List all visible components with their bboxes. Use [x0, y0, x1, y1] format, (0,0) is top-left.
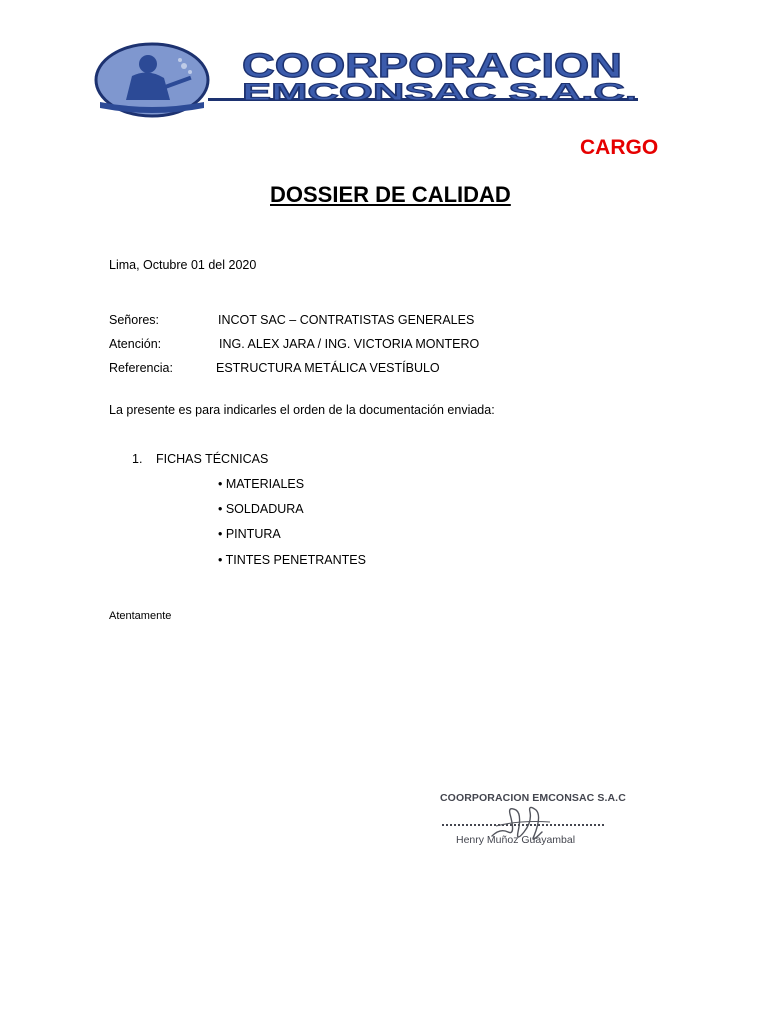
atencion-value: ING. ALEX JARA / ING. VICTORIA MONTERO — [219, 337, 480, 351]
senores-value: INCOT SAC – CONTRATISTAS GENERALES — [218, 313, 475, 327]
document-title: DOSSIER DE CALIDAD — [270, 182, 511, 207]
list-item: • SOLDADURA — [218, 502, 304, 516]
logo-line1: COORPORACION — [242, 47, 622, 85]
logo-line2: EMCONSAC S.A.C. — [242, 79, 637, 106]
list-item: • TINTES PENETRANTES — [218, 553, 366, 567]
atencion-label: Atención: — [109, 337, 162, 351]
referencia-value: ESTRUCTURA METÁLICA VESTÍBULO — [216, 361, 440, 375]
handwritten-signature — [486, 802, 556, 846]
company-logo — [92, 40, 642, 120]
list-heading: FICHAS TÉCNICAS — [156, 452, 269, 466]
list-item: • MATERIALES — [218, 477, 305, 491]
date-line: Lima, Octubre 01 del 2020 — [109, 258, 257, 272]
stamp-company: COORPORACION EMCONSAC S.A.C — [440, 792, 626, 804]
stamp-name: Henry Muñoz Guayambal — [456, 834, 576, 846]
list-number: 1. — [132, 452, 143, 466]
intro-paragraph: La presente es para indicarles el orden de la documentación enviada: — [109, 403, 495, 417]
closing-text: Atentamente — [109, 610, 172, 622]
cargo-label: CARGO — [580, 136, 659, 159]
referencia-label: Referencia: — [109, 361, 173, 375]
list-item: • PINTURA — [218, 527, 281, 541]
senores-label: Señores: — [109, 313, 160, 327]
